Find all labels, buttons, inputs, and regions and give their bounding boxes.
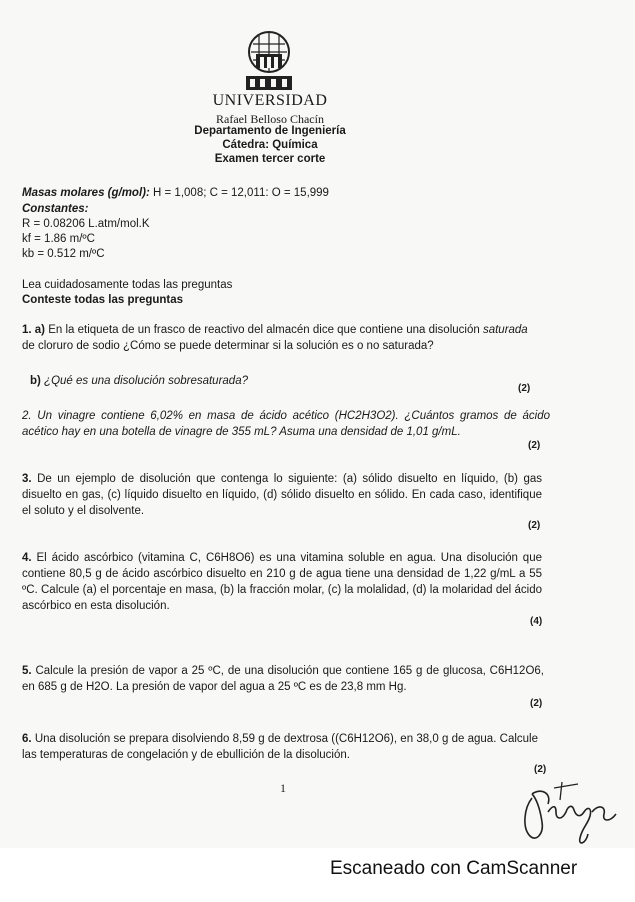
instruction-answer: Conteste todas las preguntas bbox=[22, 294, 184, 306]
exam-title: Examen tercer corte bbox=[214, 153, 326, 165]
q1b-text-start: ¿Qué es una disolución bbox=[40, 375, 169, 387]
q2-points: (2) bbox=[528, 440, 541, 451]
q1-points: (2) bbox=[518, 383, 531, 394]
q5-text: Calcule la presión de vapor a 25 ºC, de una disolución que contiene 165 g de glucosa, C6H12O6, en 685 g de H2O. La presión de vapor del agua a 25 ºC es de 23,8 mm Hg. bbox=[22, 665, 544, 693]
department: Departamento de Ingeniería bbox=[194, 125, 346, 137]
q5-points: (2) bbox=[530, 698, 543, 709]
university-title: UNIVERSIDAD bbox=[212, 92, 328, 109]
university-logo bbox=[238, 30, 300, 94]
q3-number: 3. bbox=[22, 473, 32, 485]
molar-masses-values: H = 1,008; C = 12,011: O = 15,999 bbox=[149, 187, 329, 199]
question-4 bbox=[22, 550, 542, 614]
q5-number: 5. bbox=[22, 665, 32, 677]
question-6 bbox=[22, 731, 538, 763]
q1b-text-end: ? bbox=[241, 375, 249, 387]
q1a-italic: saturada bbox=[482, 324, 528, 336]
chair: Cátedra: Química bbox=[222, 139, 318, 151]
question-1a bbox=[22, 322, 542, 354]
q3-text: De un ejemplo de disolución que contenga lo siguiente: (a) sólido disuelto en líquido, (b) gas disuelto en gas, (c) líquido disuelto en líquido, (d) sólido disuelto en sólido. En cada caso, identifique el soluto y el disolvente. bbox=[22, 473, 542, 517]
q4-points: (4) bbox=[530, 616, 543, 627]
question-1b bbox=[30, 374, 248, 389]
q4-text: El ácido ascórbico (vitamina C, C6H8O6) es una vitamina soluble en agua. Una disolución que contiene 80,5 g de ácido ascórbico disuelto en 210 g de agua tiene una densidad de 1,22 g/mL a 55 ºC. Calcule (a) el porcentaje en masa, (b) la fracción molar, (c) la molalidad, (d) la molaridad del ácido ascórbico en esta disolución. bbox=[22, 552, 542, 612]
university-name: Rafael Belloso Chacín bbox=[216, 112, 324, 126]
q1b-number: b) bbox=[30, 375, 41, 387]
molar-masses-label: Masas molares (g/mol): bbox=[22, 187, 150, 199]
page-number: 1 bbox=[280, 781, 286, 795]
constants-title: Constantes: bbox=[22, 203, 89, 215]
q6-number: 6. bbox=[22, 733, 32, 745]
question-5 bbox=[22, 663, 544, 695]
molar-masses bbox=[22, 186, 329, 201]
constant-kb: kb = 0.512 m/ºC bbox=[22, 248, 105, 260]
q4-number: 4. bbox=[22, 552, 32, 564]
constant-kf: kf = 1.86 m/ºC bbox=[22, 233, 95, 245]
q6-points: (2) bbox=[534, 764, 547, 775]
q1b-italic: sobresaturada bbox=[168, 375, 242, 387]
constant-r: R = 0.08206 L.atm/mol.K bbox=[22, 218, 150, 230]
handwritten-signature bbox=[518, 778, 630, 850]
question-2: 2. Un vinagre contiene 6,02% en masa de ácido acético (HC2H3O2). ¿Cuántos gramos de ácido acético hay en una botella de vinagre de 355 mL? Asuma una densidad de 1,01 g/mL. bbox=[22, 410, 550, 438]
q1a-text-end: de cloruro de sodio ¿Cómo se puede determinar si la solución es o no saturada? bbox=[22, 340, 434, 352]
instruction-read: Lea cuidadosamente todas las preguntas bbox=[22, 279, 233, 291]
scanner-watermark: Escaneado con CamScanner bbox=[330, 858, 578, 879]
q1a-text-start: En la etiqueta de un frasco de reactivo del almacén dice que contiene una disolución bbox=[45, 324, 483, 336]
q1a-number: 1. a) bbox=[22, 324, 46, 336]
q6-text: Una disolución se prepara disolviendo 8,59 g de dextrosa ((C6H12O6), en 38,0 g de agua. Calcule las temperaturas de congelación y de ebullición de la disolución. bbox=[22, 733, 538, 761]
question-3 bbox=[22, 471, 542, 519]
q3-points: (2) bbox=[528, 520, 541, 531]
